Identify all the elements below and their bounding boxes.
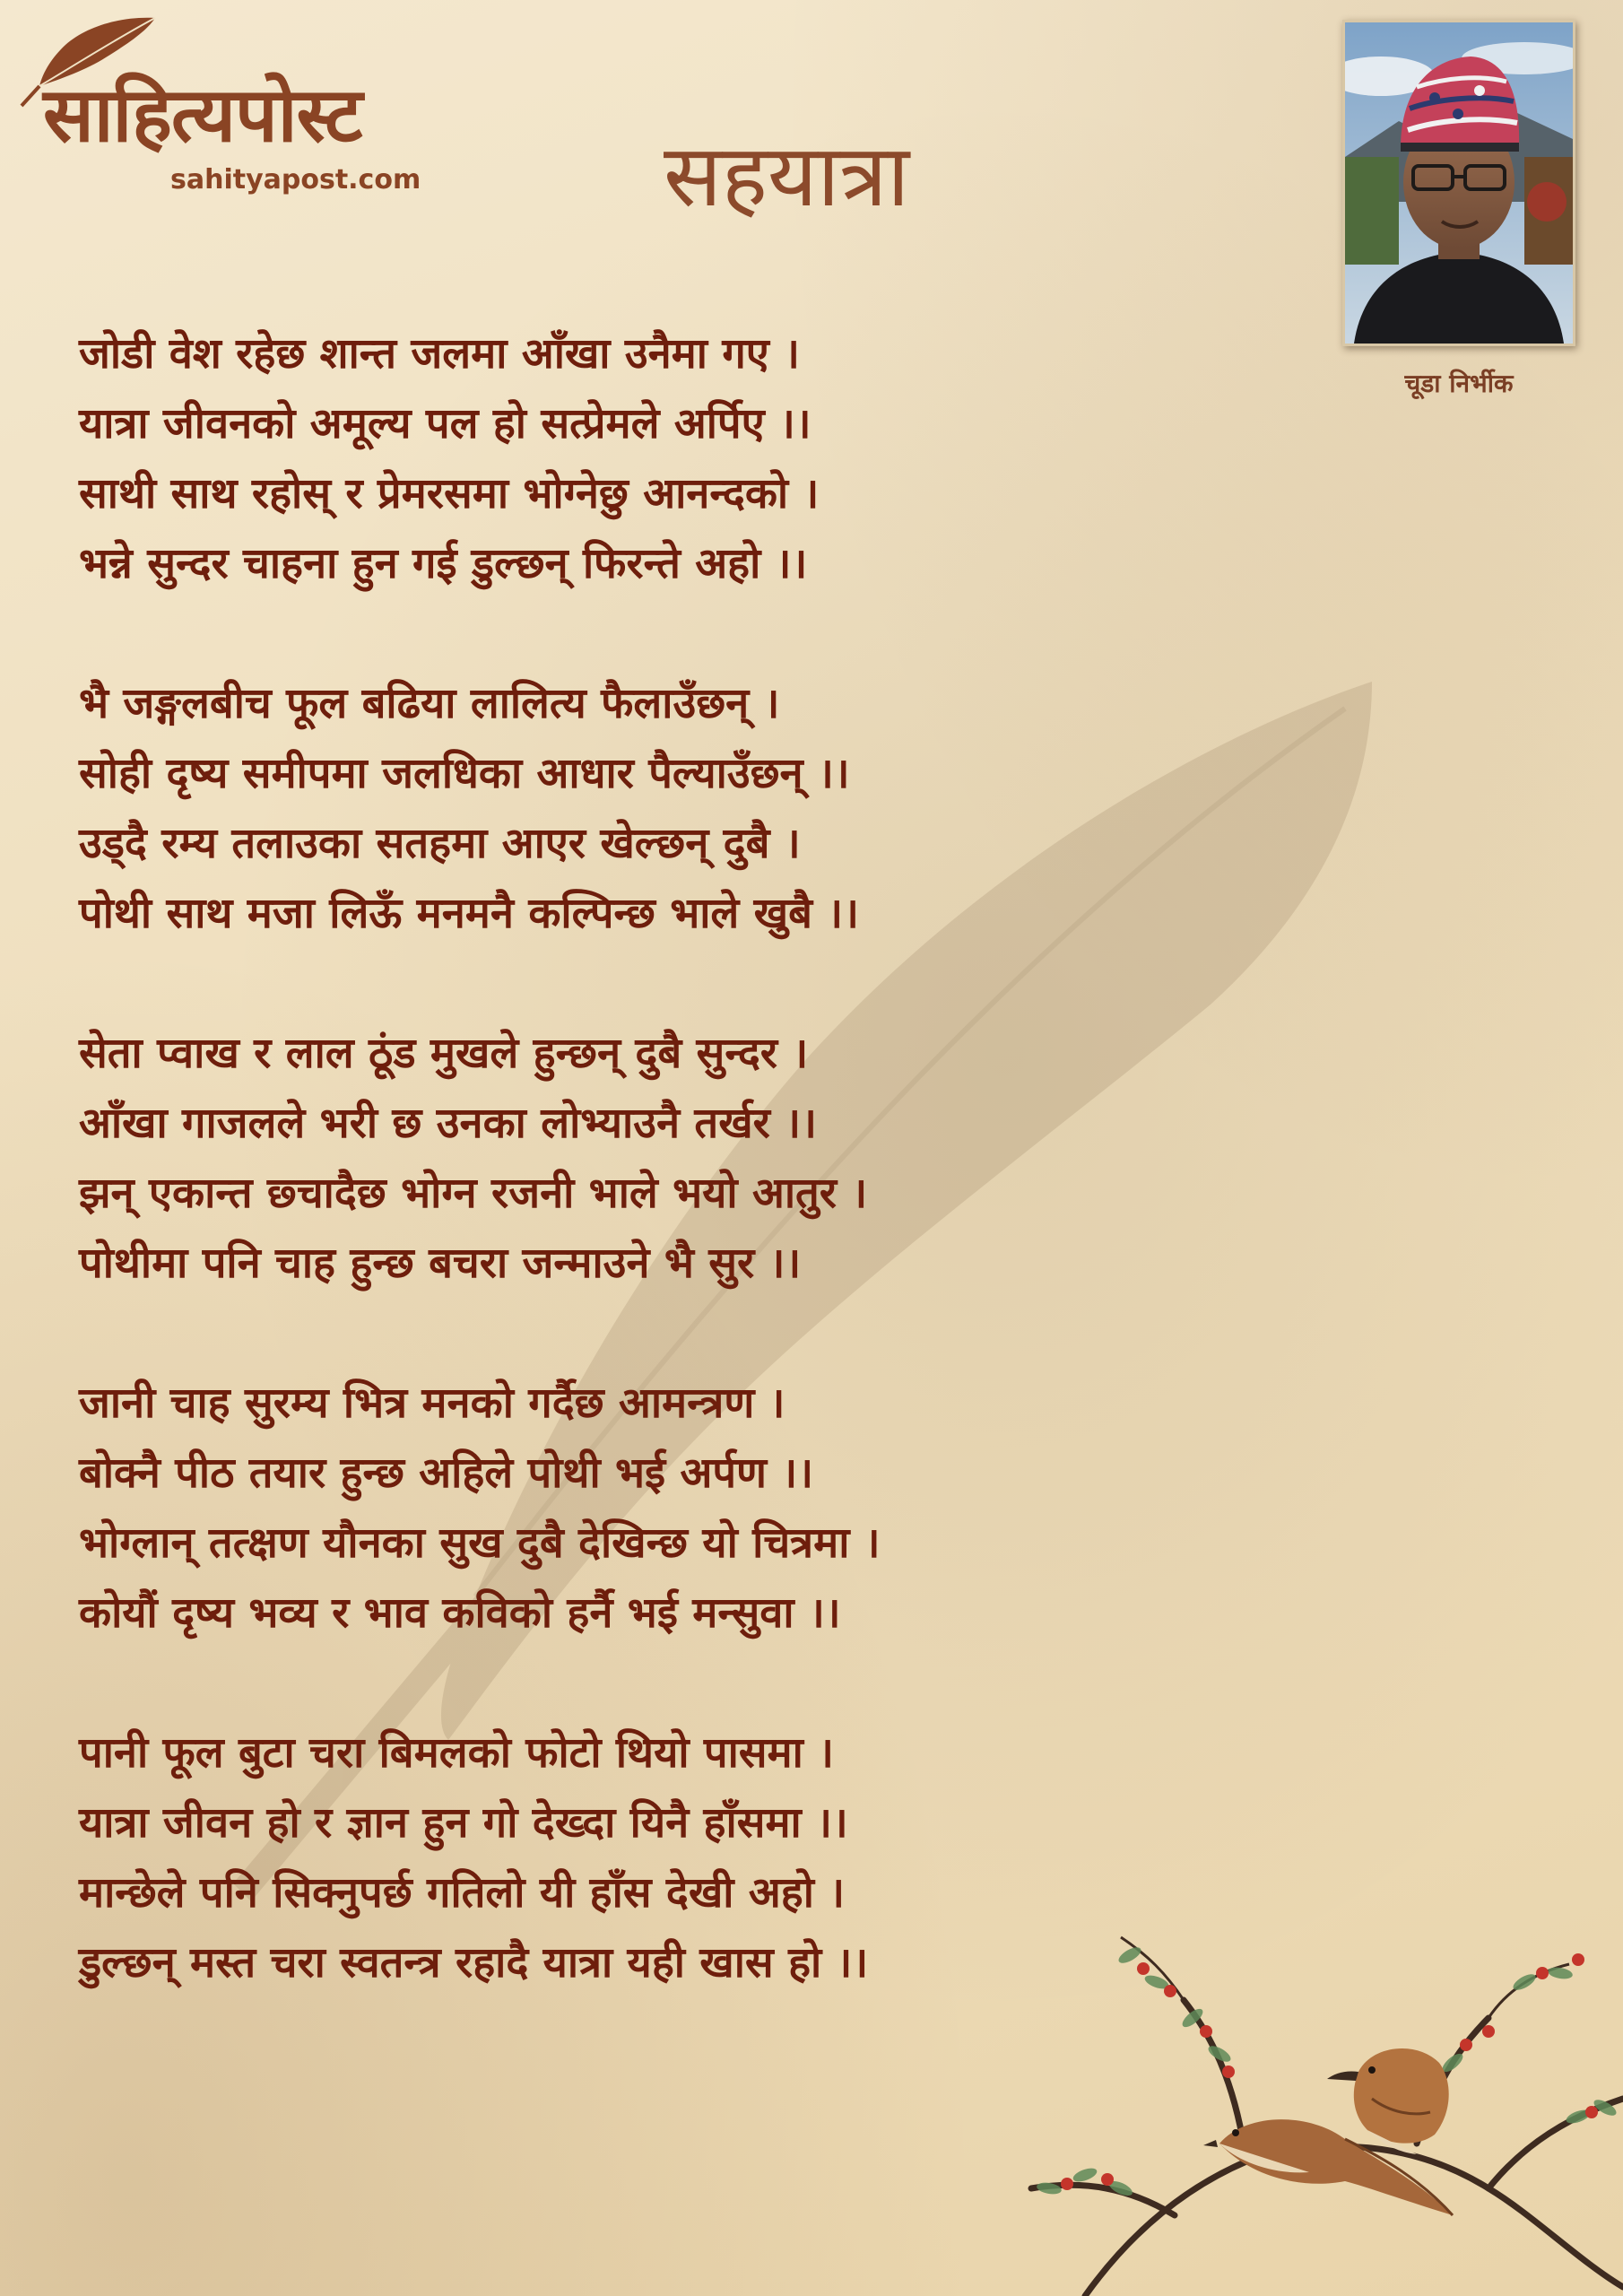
poem-body (79, 319, 1245, 2068)
poem-line: भन्ने सुन्दर चाहना हुन गई डुल्छन् फिरन्ते अहो ।। (79, 539, 808, 588)
poem-line: बोक्नै पीठ तयार हुन्छ अहिले पोथी भई अर्पण ।। (79, 1448, 814, 1498)
poem-line: यात्रा जीवन हो र ज्ञान हुन गो देख्दा यिनै हाँसमा ।। (79, 1798, 848, 1848)
poem-line: पानी फूल बुटा चरा बिमलको फोटो थियो पासमा । (79, 1728, 834, 1778)
poem-line: आँखा गाजलले भरी छ उनका लोभ्याउनै तर्खर ।। (79, 1099, 817, 1148)
poem-line: भै जङ्गलबीच फूल बढिया लालित्य फैलाउँछन् । (79, 679, 780, 728)
poem-line: पोथीमा पनि चाह हुन्छ बचरा जन्माउने भै सुर ।। (79, 1239, 802, 1288)
poem-line: जोडी वेश रहेछ शान्त जलमा आँखा उनैमा गए । (79, 329, 800, 378)
stanza-1 (79, 319, 1245, 599)
brand-name: साहित्यपोस्ट (43, 70, 362, 159)
poem-line: यात्रा जीवनको अमूल्य पल हो सत्प्रेमले अर्पिए ।। (79, 399, 812, 448)
poem-line: पोथी साथ मजा लिऊँ मनमनै कल्पिन्छ भाले खुबै ।। (79, 889, 859, 938)
stanza-3 (79, 1019, 1245, 1299)
poem-line: जानी चाह सुरम्य भित्र मनको गर्दैछ आमन्त्रण । (79, 1378, 785, 1428)
birds-on-branch-illustration (950, 1919, 1623, 2296)
stanza-2 (79, 669, 1245, 949)
poem-line: उड्दै रम्य तलाउका सतहमा आएर खेल्छन् दुबै । (79, 819, 801, 868)
poem-line: डुल्छन् मस्त चरा स्वतन्त्र रहादै यात्रा यही खास हो ।। (79, 1938, 869, 1987)
poem-line: सेता प्वाख र लाल ठूंड मुखले हुन्छन् दुबै सुन्दर । (79, 1029, 809, 1078)
brand-url[interactable]: sahityapost.com (170, 164, 421, 196)
poem-line: झन् एकान्त छ्चादैछ भोग्न रजनी भाले भयो आतुर । (79, 1169, 868, 1218)
author-name: चूडा निर्भीक (1404, 369, 1514, 398)
poem-line: कोयौं दृष्य भव्य र भाव कविको हर्नै भई मन्सुवा ।। (79, 1588, 841, 1638)
poem-line: भोग्लान् तत्क्षण यौनका सुख दुबै देखिन्छ यो चित्रमा । (79, 1518, 881, 1568)
poem-line: साथी साथ रहोस् र प्रेमरसमा भोग्नेछु आनन्दको । (79, 469, 820, 518)
poem-title: सहयात्रा (664, 126, 910, 226)
poem-line: मान्छेले पनि सिक्नुपर्छ गतिलो यी हाँस देखी अहो । (79, 1868, 846, 1918)
poem-line: सोही दृष्य समीपमा जलधिका आधार पैल्याउँछन् ।। (79, 749, 850, 798)
stanza-4 (79, 1369, 1245, 1648)
author-photo (1342, 20, 1575, 346)
brand-logo[interactable] (16, 13, 447, 196)
